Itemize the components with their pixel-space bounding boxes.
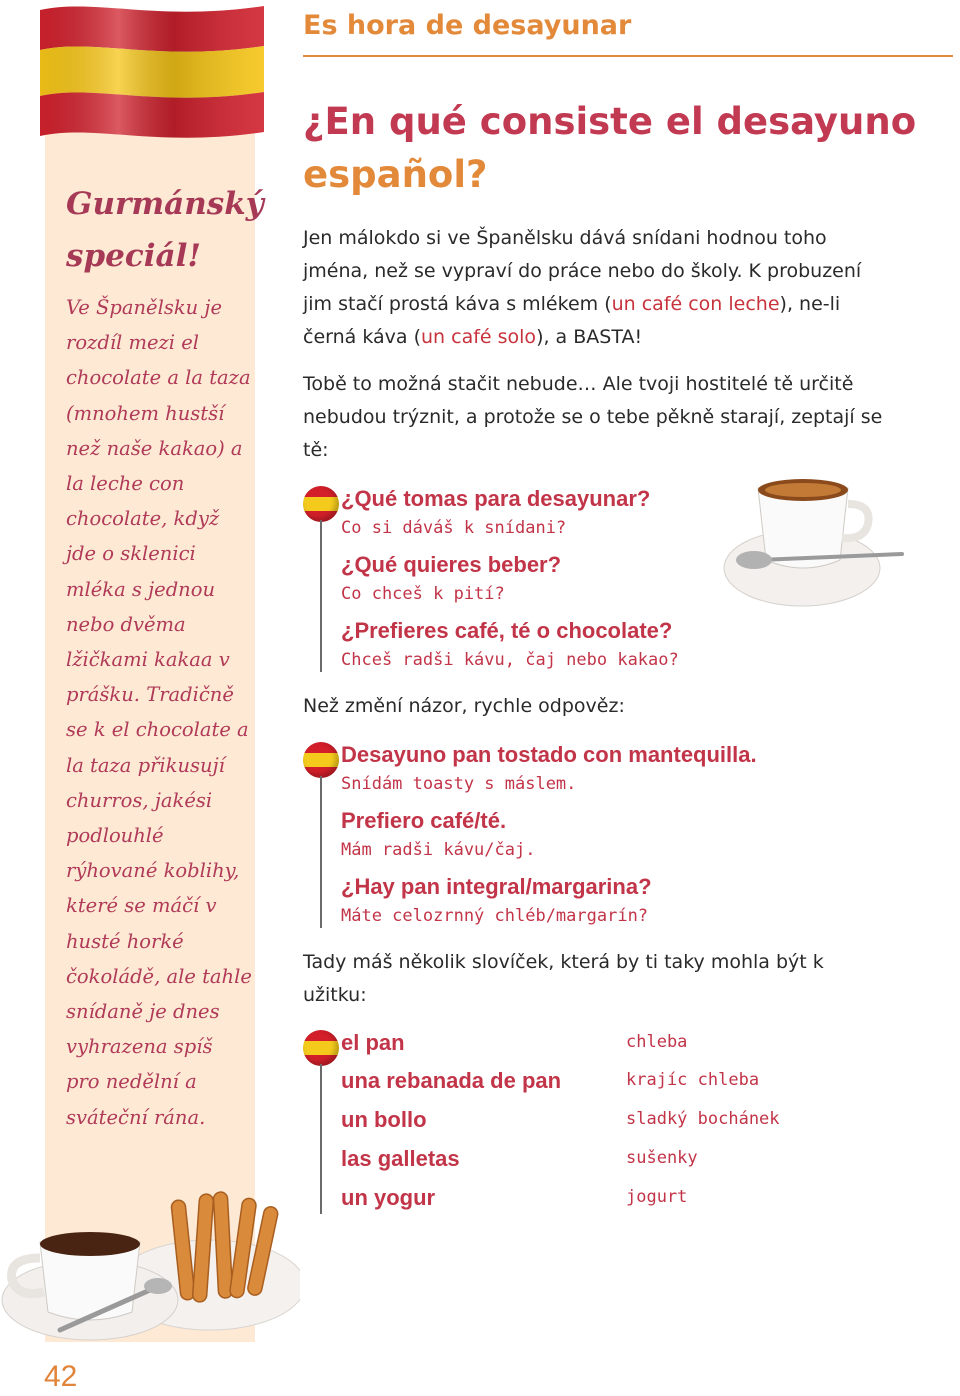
section-header: Es hora de desayunar — [303, 10, 632, 41]
vocab-row — [341, 1185, 841, 1223]
vocab-row — [341, 1146, 841, 1184]
question-es: ¿Qué quieres beber? — [341, 552, 562, 577]
spanish-flag-icon — [36, 0, 268, 150]
churros-chocolate-illustration — [0, 1180, 300, 1360]
question-cz: Co si dáváš k snídani? — [341, 518, 567, 538]
vocab-es: una rebanada de pan — [341, 1068, 562, 1093]
bullet-line — [320, 776, 322, 928]
question-cz: Chceš radši kávu, čaj nebo kakao? — [341, 650, 679, 670]
answer-es: Desayuno pan tostado con mantequilla. — [341, 742, 757, 767]
vocab-cz: jogurt — [626, 1187, 688, 1207]
vocab-es: el pan — [341, 1030, 405, 1055]
term-cafe-con-leche: un café con leche — [611, 293, 780, 315]
vocab-es: las galletas — [341, 1146, 460, 1171]
vocab-es: un yogur — [341, 1185, 436, 1210]
term-cafe-solo: un café solo — [421, 326, 537, 348]
vocab-intro: Tady máš několik slovíček, která by ti taky mohla být k užitku: — [303, 951, 824, 1006]
spanish-flag-bullet-icon — [303, 486, 339, 522]
question-es: ¿Qué tomas para desayunar? — [341, 486, 651, 511]
coffee-cup-illustration — [720, 468, 910, 618]
spanish-flag-bullet-icon — [303, 742, 339, 778]
page-title-line1: ¿En qué consiste el desayuno — [303, 100, 917, 143]
answer-es: ¿Hay pan integral/margarina? — [341, 874, 652, 899]
questions-list — [341, 486, 741, 676]
answer-cz: Snídám toasty s máslem. — [341, 774, 577, 794]
page-title-line2: español? — [303, 153, 488, 196]
intro-text: ), ne-li černá káva ( — [303, 293, 841, 348]
page-number: 42 — [44, 1360, 78, 1393]
vocab-cz: chleba — [626, 1032, 688, 1052]
vocab-cz: sušenky — [626, 1148, 698, 1168]
header-divider — [303, 55, 953, 57]
vocab-cz: krajíc chleba — [626, 1070, 760, 1090]
intro-text: Jen málokdo si ve Španělsku dává snídani hodnou toho jména, než se vypraví do práce nebo do školy. K probuzení jim stačí prostá káva s mlékem ( — [303, 227, 862, 315]
intro-paragraph-2: Tobě to možná stačit nebude… Ale tvoji hostitelé tě určitě nebudou trýznit, a protože se o tebe pěkně starají, zeptají se tě: — [303, 373, 883, 461]
intro-text: ), a BASTA! — [536, 326, 643, 348]
bullet-line — [320, 1064, 322, 1214]
question-es: ¿Prefieres café, té o chocolate? — [341, 618, 673, 643]
sidebar-text: Ve Španělsku je rozdíl mezi el chocolate a la taza (mnohem hustší než naše kakao) a la leche con chocolate, když jde o sklenici mléka s jednou nebo dvěma lžičkami kakaa v prášku. Tradičně se k el chocolate a la taza přikusují churros, jakési podlouhlé rýhované koblihy, které se máčí v husté horké čokoládě, ale tahle snídaně je dnes vyhrazena spíš pro nedělní a sváteční rána. — [66, 296, 252, 1129]
intro-paragraph-1 — [303, 222, 883, 354]
vocab-row — [341, 1068, 841, 1106]
vocab-cz: sladký bochánek — [626, 1109, 780, 1129]
answer-cz: Máte celozrnný chléb/margarín? — [341, 906, 649, 926]
spanish-flag-bullet-icon — [303, 1030, 339, 1066]
answer-cz: Mám radši kávu/čaj. — [341, 840, 536, 860]
answer-es: Prefiero café/té. — [341, 808, 507, 833]
bullet-line — [320, 520, 322, 672]
page-title — [303, 95, 923, 201]
vocab-row — [341, 1030, 841, 1068]
question-cz: Co chceš k pití? — [341, 584, 505, 604]
answers-list — [341, 742, 861, 932]
answers-intro: Než změní názor, rychle odpověz: — [303, 695, 625, 717]
vocab-row — [341, 1107, 841, 1145]
vocab-es: un bollo — [341, 1107, 427, 1132]
sidebar-title: Gurmánský speciál! — [66, 186, 264, 274]
